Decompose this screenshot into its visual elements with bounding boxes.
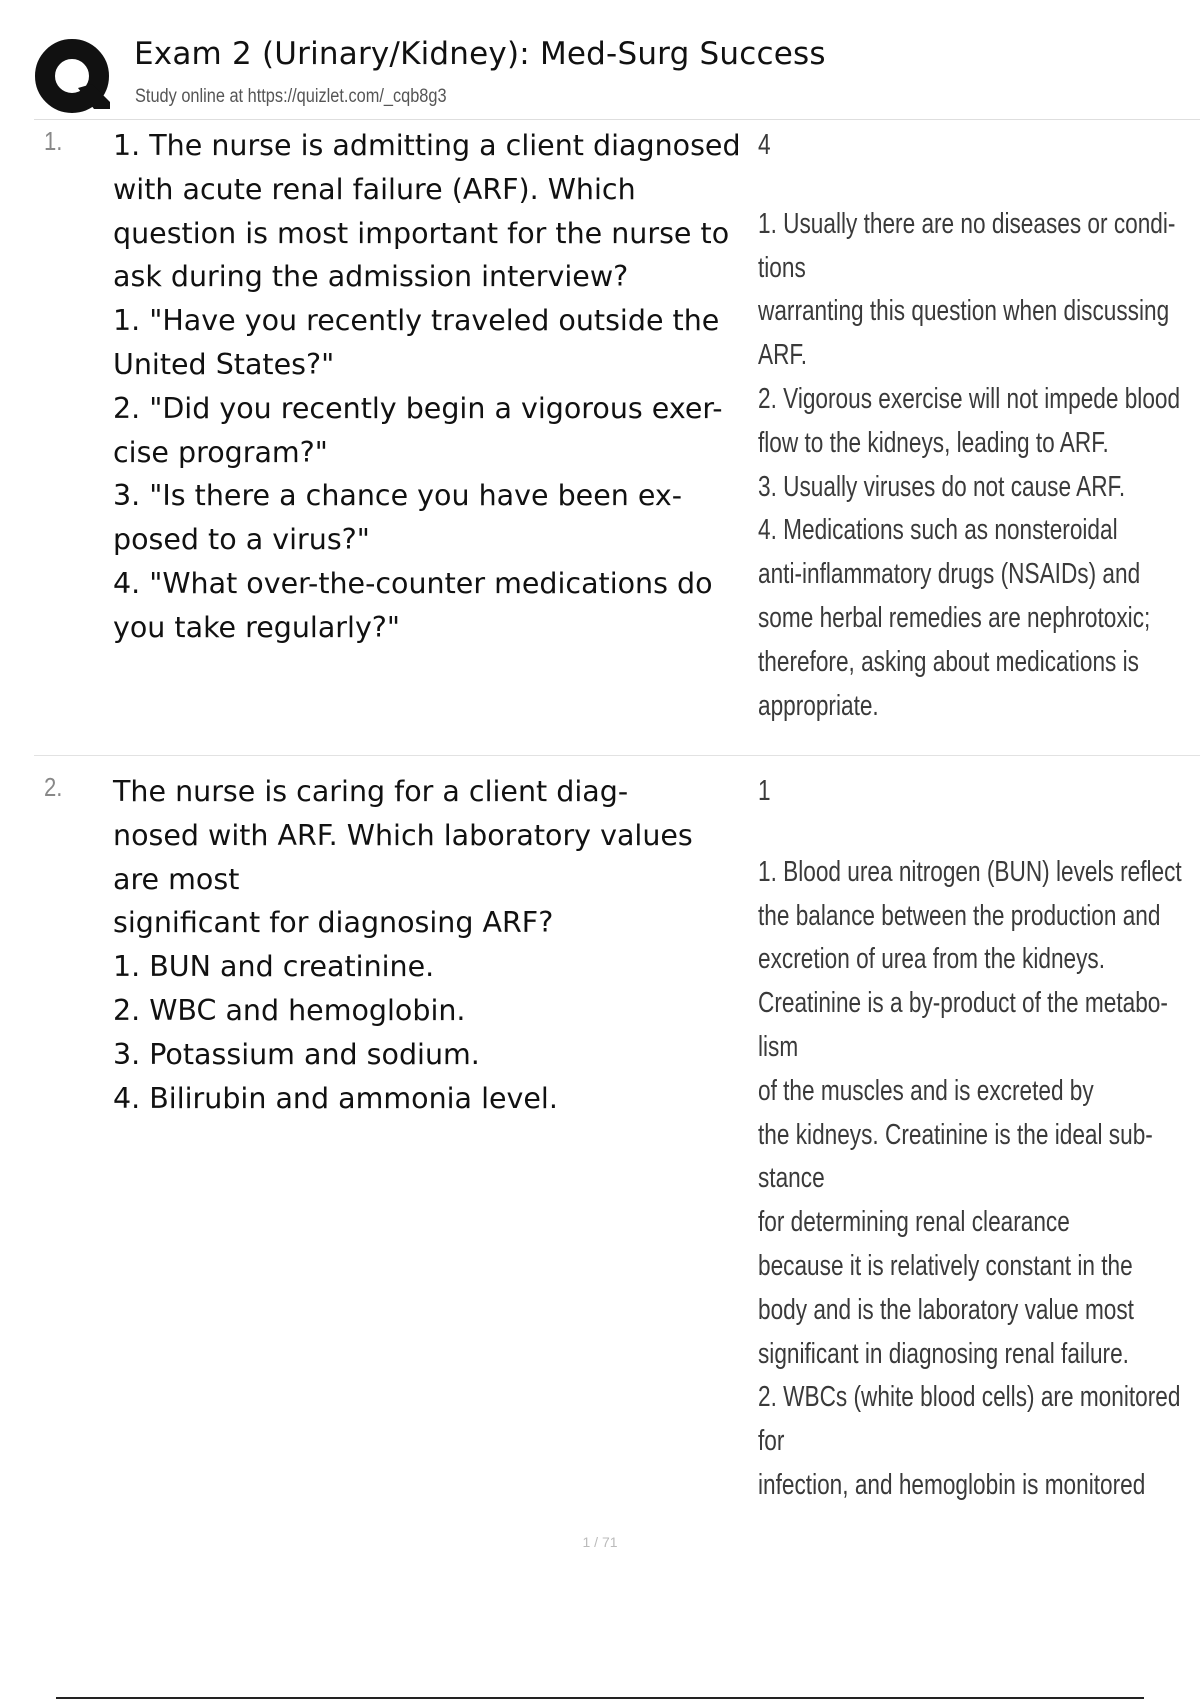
study-online-link[interactable]: Study online at https://quizlet.com/_cqb8g3 [135,86,447,107]
term-line: nosed with ARF. Which laboratory values [113,818,693,852]
term-line: posed to a virus?" [113,523,370,557]
term-line: significant for diagnosing ARF? [113,906,554,940]
term-line: 4. Bilirubin and ammonia level. [113,1081,558,1115]
term-line: cise program?" [113,435,328,469]
definition-line: for [758,1425,785,1458]
answer-value: 1 [758,775,771,807]
definition-line: infection, and hemoglobin is monitored [758,1468,1146,1501]
definition-line: 1. Blood urea nitrogen (BUN) levels reflect [758,855,1182,888]
definition-line: 1. Usually there are no diseases or condi- [758,207,1176,240]
quizlet-q-logo-icon [34,38,112,116]
term-line: 2. WBC and hemoglobin. [113,993,466,1027]
page-number: 1 / 71 [582,1534,618,1550]
definition-line: Creatinine is a by-product of the metabo- [758,987,1168,1020]
definition-line: 4. Medications such as nonsteroidal [758,514,1118,547]
card-definition [758,770,1200,1508]
card-term [113,770,793,1120]
definition-line: therefore, asking about medications is [758,645,1139,678]
definition-line: 3. Usually viruses do not cause ARF. [758,470,1126,503]
definition-line: anti-inflammatory drugs (NSAIDs) and [758,558,1141,591]
term-line: 3. "Is there a chance you have been ex- [113,479,683,513]
definition-line: excretion of urea from the kidneys. [758,943,1106,976]
term-line: are most [113,862,240,896]
definition-line: for determining renal clearance [758,1206,1070,1239]
definition-line: body and is the laboratory value most [758,1293,1134,1326]
answer-value: 4 [758,129,771,161]
answer-spacer [758,814,1200,851]
term-line: you take regularly?" [113,610,401,644]
term-line: 1. The nurse is admitting a client diagnosed [113,129,741,162]
term-line: question is most important for the nurse to [113,216,730,250]
definition-line: warranting this question when discussing [758,295,1170,328]
definition-line: lism [758,1030,799,1063]
page-header [34,34,1200,120]
term-line: 1. "Have you recently traveled outside the [113,304,720,338]
definition-line: tions [758,251,806,284]
definition-line: significant in diagnosing renal failure. [758,1337,1129,1370]
header-divider [34,119,1200,120]
definition-line: flow to the kidneys, leading to ARF. [758,426,1109,459]
card-number: 1. [44,126,63,156]
card-term [113,124,793,650]
card-number: 2. [44,772,63,802]
definition-line: the kidneys. Creatinine is the ideal sub- [758,1118,1153,1151]
definition-line: 2. WBCs (white blood cells) are monitored [758,1381,1181,1414]
card-divider [34,755,1200,756]
term-line: 4. "What over-the-counter medications do [113,566,713,600]
definition-line: 2. Vigorous exercise will not impede blood [758,382,1181,415]
definition-line: the balance between the production and [758,899,1161,932]
definition-line: of the muscles and is excreted by [758,1074,1094,1107]
term-line: 2. "Did you recently begin a vigorous exer- [113,391,723,425]
term-line: ask during the admission interview? [113,260,629,294]
term-line: 1. BUN and creatinine. [113,950,435,984]
term-line: The nurse is caring for a client diag- [113,775,629,808]
answer-spacer [758,168,1200,203]
term-line: 3. Potassium and sodium. [113,1037,480,1071]
definition-line: because it is relatively constant in the [758,1249,1133,1282]
bottom-divider [56,1697,1144,1699]
definition-line: some herbal remedies are nephrotoxic; [758,601,1151,634]
term-line: United States?" [113,347,335,381]
definition-line: appropriate. [758,689,879,722]
definition-line: ARF. [758,339,808,372]
definition-line: stance [758,1162,825,1195]
page-title: Exam 2 (Urinary/Kidney): Med-Surg Success [134,36,826,72]
card-definition [758,124,1200,728]
term-line: with acute renal failure (ARF). Which [113,172,636,206]
